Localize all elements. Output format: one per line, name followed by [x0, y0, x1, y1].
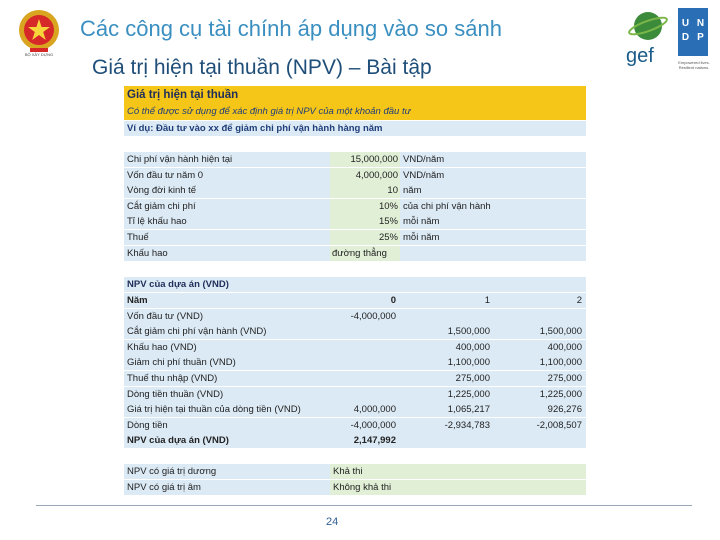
npv-title: NPV của dựa án (VND) [127, 279, 229, 290]
sheet-title: Giá trị hiện tại thuần [127, 89, 239, 101]
undp-letter: D [681, 32, 690, 43]
npv-year0-value [330, 355, 396, 370]
npv-row [124, 340, 586, 355]
npv-year1-value: 1,100,000 [447, 357, 490, 369]
input-label: Thuế [127, 232, 149, 243]
npv-year2-value: 400,000 [547, 341, 582, 353]
npv-row-label: Dòng tiền [127, 419, 168, 431]
conclusion-value: Khả thi [333, 466, 363, 477]
conclusion-row [124, 464, 586, 479]
npv-year0-value: 2,147,992 [353, 435, 396, 447]
input-value: đường thẳng [332, 247, 387, 259]
sheet-example-row [124, 121, 586, 136]
npv-row-label: Thuế thu nhập (VND) [127, 373, 218, 384]
npv-year0-value [330, 324, 396, 339]
npv-row-label: Khấu hao (VND) [127, 341, 197, 353]
npv-year2-value: 926,276 [547, 404, 582, 416]
npv-year0-value [330, 387, 396, 402]
npv-year0-value [330, 371, 396, 386]
npv-row-label: Giảm chi phí thuần (VND) [127, 357, 236, 369]
npv-year1-value: -2,934,783 [444, 419, 490, 431]
input-unit: VND/năm [403, 169, 445, 181]
input-value: 10 [387, 185, 398, 197]
npv-row-label: Giá trị hiện tại thuần của dòng tiền (VND) [127, 404, 301, 416]
npv-row-label: Dòng tiền thuần (VND) [127, 388, 224, 400]
undp-letter: P [697, 32, 704, 43]
input-unit: của chi phí vận hành [403, 200, 491, 212]
conclusion-row [124, 480, 586, 495]
input-row [124, 230, 586, 245]
npv-year1-value: 400,000 [455, 341, 490, 353]
sheet-subtitle-row [124, 104, 586, 119]
input-unit: mỗi năm [403, 216, 440, 228]
undp-letter: U [681, 18, 690, 29]
conclusion-label: NPV có giá trị dương [127, 466, 217, 477]
npv-row [124, 309, 586, 324]
npv-year2-value: 2 [576, 295, 582, 306]
input-row [124, 246, 586, 261]
slide-title: Các công cụ tài chính áp dụng vào so sánh [80, 16, 502, 41]
input-row [124, 152, 586, 167]
sheet-subtitle: Có thể được sử dụng để xác định giá trị NPV của một khoản đầu tư [127, 106, 411, 117]
input-row [124, 183, 586, 198]
npv-year2-value: 275,000 [547, 373, 582, 384]
input-value: 15,000,000 [350, 154, 398, 165]
npv-year2-value [514, 309, 582, 324]
sheet-title-row [124, 88, 586, 103]
npv-row-label: NPV của dựa án (VND) [127, 435, 229, 447]
npv-row-label: Vốn đầu tư (VND) [127, 310, 204, 322]
undp-letter: N [696, 18, 705, 29]
input-row [124, 214, 586, 229]
npv-year0-value: 0 [390, 295, 396, 306]
npv-row [124, 433, 586, 448]
npv-year1-value [424, 433, 490, 448]
npv-year1-value: 1,065,217 [447, 404, 490, 416]
input-unit: năm [403, 185, 422, 197]
gef-logo-icon [622, 6, 670, 66]
npv-year0-value: -4,000,000 [350, 310, 396, 322]
npv-year1-value: 1 [484, 295, 490, 306]
input-label: Tỉ lệ khấu hao [127, 216, 187, 228]
npv-row-label: Cắt giảm chi phí vận hành (VND) [127, 326, 267, 338]
npv-row [124, 371, 586, 386]
input-value: 4,000,000 [355, 169, 398, 181]
conclusion-label: NPV có giá trị âm [127, 482, 201, 493]
npv-year1-value: 275,000 [455, 373, 490, 384]
undp-caption: Empowered lives. Resilient nations. [678, 60, 710, 70]
input-row [124, 199, 586, 214]
npv-row-label: Năm [127, 295, 148, 306]
input-value: 25% [378, 232, 398, 243]
npv-year1-value: 1,500,000 [447, 326, 490, 338]
npv-row [124, 387, 586, 402]
npv-year1-value: 1,225,000 [447, 388, 490, 400]
input-row [124, 168, 586, 183]
npv-row [124, 324, 586, 339]
npv-year2-value: 1,100,000 [539, 357, 582, 369]
input-label: Vòng đời kinh tế [127, 185, 197, 197]
input-value: 15% [378, 216, 398, 228]
npv-year2-value: -2,008,507 [536, 419, 582, 431]
input-label: Vốn đầu tư năm 0 [127, 169, 204, 181]
input-label: Cắt giảm chi phí [127, 200, 196, 212]
undp-logo [678, 8, 708, 56]
page-number: 24 [326, 516, 339, 528]
npv-row [124, 293, 586, 308]
npv-row [124, 402, 586, 417]
npv-year2-value: 1,500,000 [539, 326, 582, 338]
emblem-caption: BỘ XÂY DỰNG [24, 52, 54, 57]
npv-year2-value: 1,225,000 [539, 388, 582, 400]
footer-divider [36, 505, 692, 506]
conclusion-value: Không khả thi [333, 482, 392, 493]
npv-row [124, 355, 586, 370]
npv-row [124, 418, 586, 433]
input-unit: mỗi năm [403, 232, 440, 243]
sheet-example: Ví dụ: Đầu tư vào xx để giảm chi phí vận hành hàng năm [127, 123, 383, 134]
input-unit [403, 246, 583, 261]
input-unit: VND/năm [403, 154, 445, 165]
npv-year0-value [330, 340, 396, 355]
input-label: Chi phí vận hành hiện tại [127, 154, 233, 165]
input-label: Khấu hao [127, 247, 168, 259]
npv-year1-value [424, 309, 490, 324]
npv-year0-value: -4,000,000 [350, 419, 396, 431]
gef-logo-text: gef [626, 45, 654, 66]
input-value: 10% [378, 200, 398, 212]
npv-year0-value: 4,000,000 [353, 404, 396, 416]
slide-subtitle: Giá trị hiện tại thuần (NPV) – Bài tập [92, 56, 432, 79]
npv-title-row [124, 277, 586, 292]
npv-year2-value [514, 433, 582, 448]
npv-spreadsheet [124, 86, 586, 496]
